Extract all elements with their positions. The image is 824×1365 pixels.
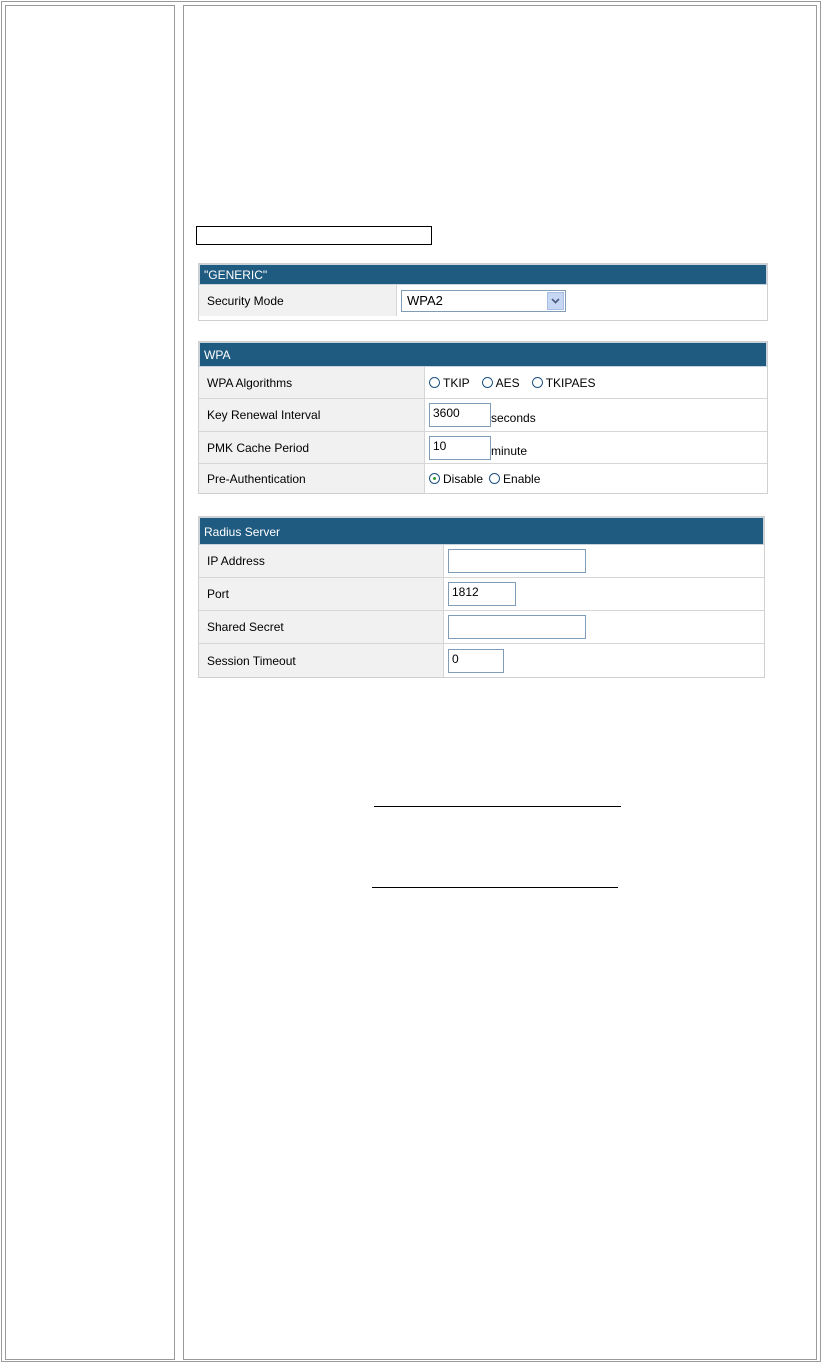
key-renewal-label: Key Renewal Interval xyxy=(199,399,425,431)
key-renewal-row xyxy=(199,399,767,432)
radius-panel-header: Radius Server xyxy=(199,517,764,545)
port-cell xyxy=(444,578,516,610)
key-renewal-unit: seconds xyxy=(491,411,536,425)
port-row xyxy=(199,578,764,611)
radio-disable[interactable] xyxy=(429,473,440,484)
algorithm-label-aes: AES xyxy=(495,375,520,390)
pre-auth-label: Pre-Authentication xyxy=(199,464,425,493)
pmk-cache-cell xyxy=(425,432,527,463)
pmk-cache-label: PMK Cache Period xyxy=(199,432,425,463)
pre-auth-option-disable[interactable] xyxy=(429,472,483,486)
ip-address-label: IP Address xyxy=(199,545,444,577)
shared-secret-cell xyxy=(444,611,586,643)
pmk-cache-unit: minute xyxy=(491,443,528,458)
algorithm-option-tkip[interactable] xyxy=(429,376,470,390)
radio-aes[interactable] xyxy=(482,377,493,388)
pre-auth-row xyxy=(199,464,767,493)
wpa-algorithms-row xyxy=(199,367,767,399)
security-mode-select[interactable] xyxy=(401,290,566,312)
wpa-panel xyxy=(198,341,768,494)
shared-secret-row xyxy=(199,611,764,644)
algorithm-option-aes[interactable] xyxy=(482,376,520,390)
radio-enable[interactable] xyxy=(489,473,500,484)
key-renewal-input[interactable]: 3600 xyxy=(429,403,491,427)
pre-auth-enable-label: Enable xyxy=(503,471,541,486)
shared-secret-input[interactable] xyxy=(448,615,586,639)
wpa-algorithms-label: WPA Algorithms xyxy=(199,367,425,398)
divider-line xyxy=(374,806,621,807)
port-input[interactable]: 1812 xyxy=(448,582,516,606)
chevron-down-icon[interactable] xyxy=(547,292,564,310)
generic-panel xyxy=(198,263,768,321)
algorithm-label-tkipaes: TKIPAES xyxy=(545,375,596,390)
session-timeout-input[interactable]: 0 xyxy=(448,649,504,673)
security-mode-row xyxy=(199,285,767,316)
radius-panel xyxy=(198,516,765,678)
session-timeout-label: Session Timeout xyxy=(199,644,444,677)
pmk-cache-row xyxy=(199,432,767,464)
security-mode-selected: WPA2 xyxy=(407,293,443,308)
divider-line xyxy=(372,887,618,888)
pre-auth-option-enable[interactable] xyxy=(489,472,540,486)
main-column xyxy=(183,5,817,1360)
security-mode-label: Security Mode xyxy=(199,285,397,316)
shared-secret-label: Shared Secret xyxy=(199,611,444,643)
session-timeout-row xyxy=(199,644,764,677)
algorithm-label-tkip: TKIP xyxy=(443,375,470,390)
port-label: Port xyxy=(199,578,444,610)
generic-panel-header: "GENERIC" xyxy=(199,264,767,285)
caption-box xyxy=(196,226,432,245)
ip-address-row xyxy=(199,545,764,578)
pre-auth-options xyxy=(425,464,552,493)
security-mode-cell xyxy=(397,285,566,316)
ip-address-input[interactable] xyxy=(448,549,586,573)
key-renewal-cell xyxy=(425,399,536,431)
wpa-algorithms-options xyxy=(425,367,607,398)
radio-tkipaes[interactable] xyxy=(532,377,543,388)
ip-address-cell xyxy=(444,545,586,577)
pmk-cache-input[interactable]: 10 xyxy=(429,436,491,460)
left-column xyxy=(5,5,175,1360)
pre-auth-disable-label: Disable xyxy=(443,471,484,486)
algorithm-option-tkipaes[interactable] xyxy=(532,376,596,390)
radio-tkip[interactable] xyxy=(429,377,440,388)
wpa-panel-header: WPA xyxy=(199,342,767,367)
session-timeout-cell xyxy=(444,644,504,677)
